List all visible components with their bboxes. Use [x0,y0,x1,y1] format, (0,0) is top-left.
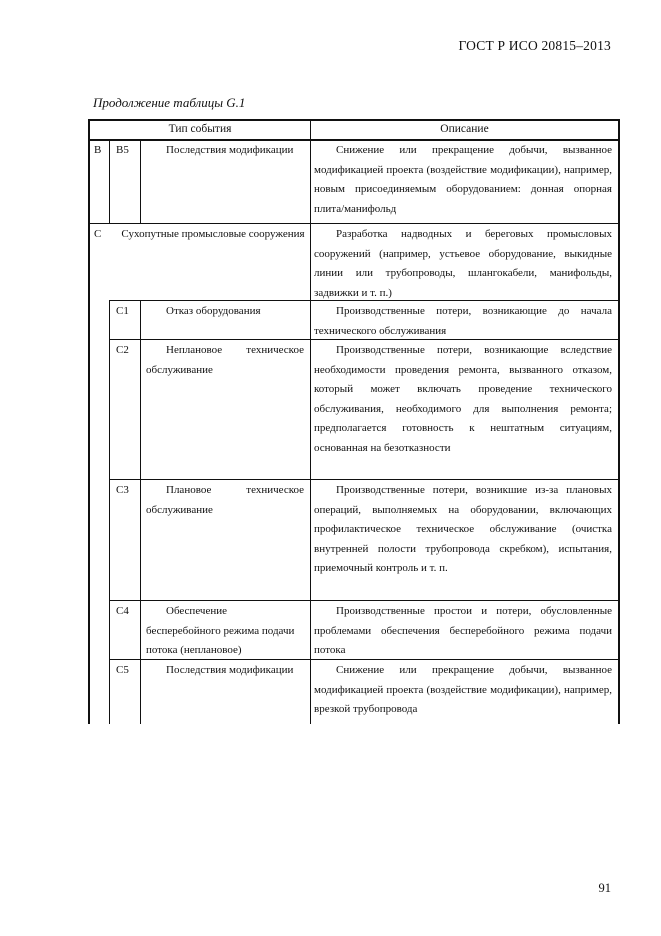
row-event-c4 [146,602,304,661]
row-code-b5: B5 [116,144,129,156]
row-event-b5-text: Последствия модификации [166,144,294,156]
group-title-c: Сухопутные промысловые сооружения [121,228,305,240]
row-description-c1 [314,302,612,341]
code-divider-c [109,300,110,724]
row-rule-b-c [88,223,620,224]
row-event-c2 [146,341,304,380]
events-table [88,119,620,724]
row-code-c1: C1 [116,305,129,317]
column-header-description: Описание [440,123,489,135]
row-event-c1 [146,302,304,322]
row-code-c3: C3 [116,484,129,496]
column-divider [310,119,311,724]
row-event-c5 [146,661,304,681]
row-description-c5 [314,661,612,720]
subcode-divider-b [140,139,141,223]
row-event-c4-text: Обеспечение бесперебойного режима подачи потока (неплановое) [146,605,295,657]
group-code-b: B [94,144,102,156]
row-code-c5: C5 [116,664,129,676]
row-description-c4 [314,602,612,661]
group-code-c: C [94,228,102,240]
row-description-c3 [314,481,612,579]
group-description-c-text: Разработка надводных и береговых промысловых сооружений (например, устьевое оборудование, выкидные линии или трубопроводы, шлангокабели, манифольды, задвижки и т. п.) [314,228,612,299]
row-rule-c4 [109,600,620,601]
row-description-c2 [314,341,612,459]
row-event-b5 [146,141,304,161]
row-description-c2-text: Производственные потери, возникающие вследствие необходимости проведения ремонта, вызванного отказом, который может включать проведение технического обслуживания, необходимого для выполнения ремонта; предполагается готовность к нештатным ситуациям, основанная на безотказности [314,344,612,454]
page-number: 91 [598,881,611,895]
table-caption: Продолжение таблицы G.1 [93,95,246,110]
table-left-rule [88,119,90,724]
row-event-c3-text: Плановое техническое обслуживание [146,484,304,516]
code-divider-b [109,139,110,223]
column-header-event-type: Тип события [168,123,232,135]
row-description-c1-text: Производственные потери, возникающие до начала технического обслуживания [314,305,612,337]
row-description-b5-text: Снижение или прекращение добычи, вызванное модификацией проекта (воздействие модификации), например, новым присоединяемым оборудованием: донная опорная плита/манифольд [314,144,612,215]
row-code-c4: C4 [116,605,129,617]
row-description-c5-text: Снижение или прекращение добычи, вызванное модификацией проекта (воздействие модификации), например, врезкой трубопровода [314,664,612,716]
table-right-rule [618,119,620,724]
standard-header: ГОСТ Р ИСО 20815–2013 [458,38,611,53]
row-description-c3-text: Производственные потери, возникшие из-за плановых операций, выполняемых на оборудовании, включающих профилактическое техническое обслуживание (очистка внутренней полости трубопровода скребком), испытания, приемочный контроль и т. п. [314,484,612,575]
row-event-c1-text: Отказ оборудования [166,305,261,317]
row-event-c5-text: Последствия модификации [166,664,294,676]
group-description-c [314,225,612,303]
row-description-b5 [314,141,612,219]
row-event-c2-text: Неплановое техническое обслуживание [146,344,304,376]
row-code-c2: C2 [116,344,129,356]
row-rule-c3 [109,479,620,480]
row-event-c3 [146,481,304,520]
row-description-c4-text: Производственные простои и потери, обусловленные проблемами обеспечения бесперебойного режима подачи потока [314,605,612,657]
subcode-divider-c [140,300,141,724]
